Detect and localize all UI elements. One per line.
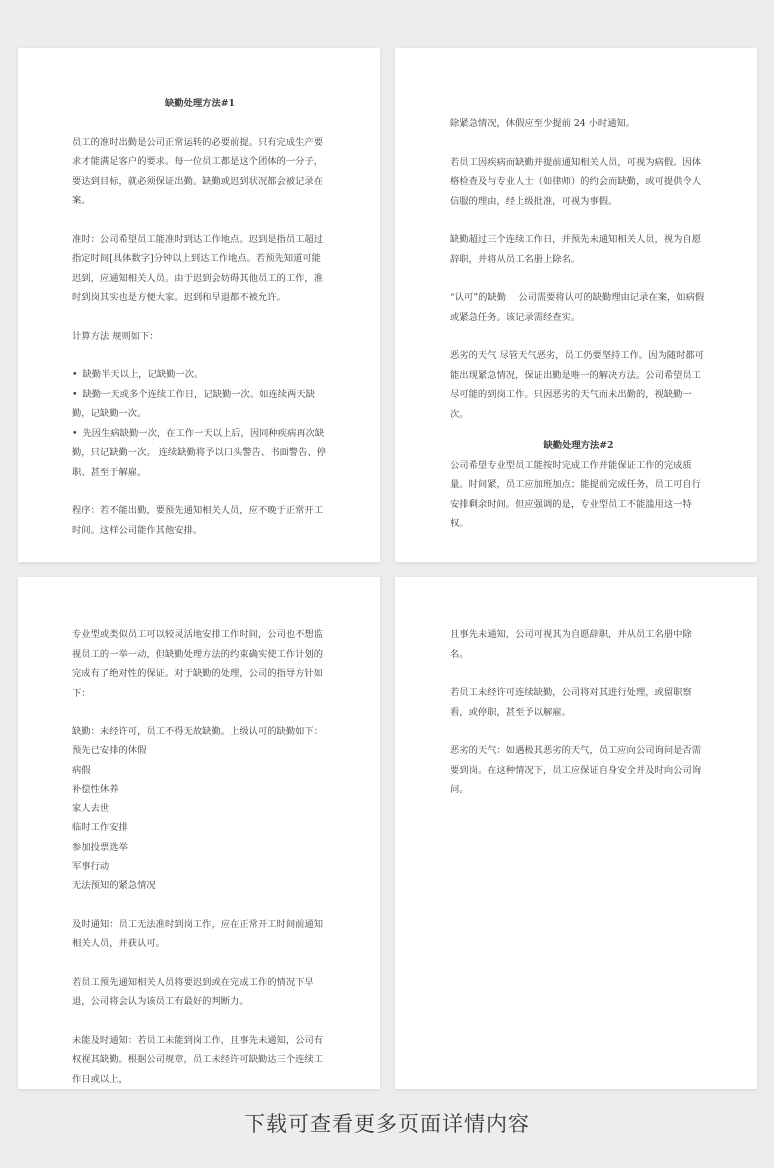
paragraph-intro: 员工的准时出勤是公司正常运转的必要前提。只有完成生产要求才能满足客户的要求。每一位员工都是这个团体的一分子，要达到目标，就必须保证出勤。缺勤或迟到状况都会被记录在案。 bbox=[72, 136, 324, 206]
paragraph-illness: 若员工因疾病而缺勤并提前通知相关人员，可视为病假。因体格检查及与专业人士（如律师）的约会而缺勤，或可提供令人信服的理由，经上级批准，可视为事假。 bbox=[450, 156, 702, 207]
paragraph-notify: 及时通知：员工无法准时到岗工作，应在正常开工时间前通知相关人员，并获认可。 bbox=[72, 918, 324, 950]
paragraph-procedure: 程序：若不能出勤，要预先通知相关人员，应不晚于正常开工时间。这样公司能作其他安排。 bbox=[72, 505, 324, 536]
document-page-3 bbox=[18, 577, 380, 1089]
paragraph-intro: 专业型或类似员工可以较灵活地安排工作时间，公司也不想监视员工的一举一动，但缺勤处理方法的约束确实使工作计划的完成有了绝对性的保证。对于缺勤的处理，公司的指导方针如下： bbox=[72, 629, 324, 699]
document-page-4 bbox=[395, 577, 757, 1089]
paragraph-continuous: 若员工未经许可连续缺勤，公司将对其进行处理，或留职察看，或停职，甚至予以解雇。 bbox=[450, 687, 692, 718]
calc-heading: 计算方法 规则如下： bbox=[72, 330, 159, 342]
paragraph-continued: 除紧急情况，休假应至少提前 24 小时通知。 bbox=[450, 118, 636, 129]
paragraph-weather: 恶劣的天气 尽管天气恶劣，员工仍要坚持工作。因为随时都可能出现紧急情况，保证出勤是唯一的解决方法。公司希望员工尽可能的到岗工作。只因恶劣的天气而未出勤的，视缺勤一次。 bbox=[450, 350, 704, 420]
absence-list bbox=[72, 722, 330, 896]
section-title: 缺勤处理方法#2 bbox=[543, 440, 614, 451]
list-item: 无法预知的紧急情况 bbox=[72, 880, 156, 892]
list-item: 参加投票选举 bbox=[72, 841, 128, 853]
list-item: 家人去世 bbox=[72, 803, 110, 815]
download-more-caption: 下载可查看更多页面详情内容 bbox=[244, 1112, 530, 1136]
bullet-item: • 先因生病缺勤一次，在工作一天以上后，因同种疾病再次缺勤，只记缺勤一次。 连续缺勤将予以口头警告、书面警告、停职、甚至于解雇。 bbox=[72, 424, 328, 483]
paragraph-weather: 恶劣的天气：如遇极其恶劣的天气，员工应向公司询问是否需要到岗。在这种情况下，员工应保证自身安全并及时向公司询问。 bbox=[450, 745, 702, 795]
document-page-1 bbox=[18, 48, 380, 562]
paragraph-punctuality: 准时：公司希望员工能准时到达工作地点。迟到是指员工超过指定时间[具体数字]分钟以上到达工作地点。若预先知道可能迟到，应通知相关人员。由于迟到会妨碍其他员工的工作，准时到岗其实也是方便大家。迟到和早退都不被允许。 bbox=[72, 233, 324, 303]
paragraph-late: 若员工预先通知相关人员将要迟到或在完成工作的情况下早退，公司将会认为该员工有最好的判断力。 bbox=[72, 976, 314, 1008]
list-item: 病假 bbox=[72, 764, 91, 776]
paragraph-three-days: 缺勤超过三个连续工作日，并预先未通知相关人员，视为自愿辞职，并将从员工名册上除名。 bbox=[450, 234, 702, 265]
list-item: 军事行动 bbox=[72, 861, 110, 873]
list-item: 补偿性休养 bbox=[72, 783, 119, 795]
absence-heading: 缺勤：未经许可，员工不得无故缺勤。上级认可的缺勤如下： bbox=[72, 726, 324, 737]
paragraph-no-notice: 未能及时通知：若员工未能到岗工作，且事先未通知，公司有权视其缺勤。根据公司规章，员工未经许可缺勤达三个连续工作日或以上， bbox=[72, 1034, 324, 1085]
bullet-item: • 缺勤一天或多个连续工作日，记缺勤一次。如连续两天缺勤，记缺勤一次。 bbox=[72, 385, 328, 424]
bullet-item: • 缺勤半天以上，记缺勤一次。 bbox=[72, 365, 328, 385]
list-item: 预先已安排的休假 bbox=[72, 745, 147, 757]
paragraph-approved: “认可”的缺勤 公司需要将认可的缺勤理由记录在案，如病假或紧急任务。该记录需经查实。 bbox=[450, 292, 705, 323]
list-item: 临时工作安排 bbox=[72, 822, 128, 834]
paragraph-method2: 公司希望专业型员工能按时完成工作并能保证工作的完成质量。时间紧，员工应加班加点；能提前完成任务，员工可自行安排剩余时间。但应强调的是，专业型员工不能滥用这一特权。 bbox=[450, 459, 702, 529]
document-page-2 bbox=[395, 48, 757, 562]
paragraph-continued: 且事先未通知，公司可视其为自愿辞职，并从员工名册中除名。 bbox=[450, 629, 692, 660]
page-title: 缺勤处理方法#1 bbox=[164, 98, 236, 109]
